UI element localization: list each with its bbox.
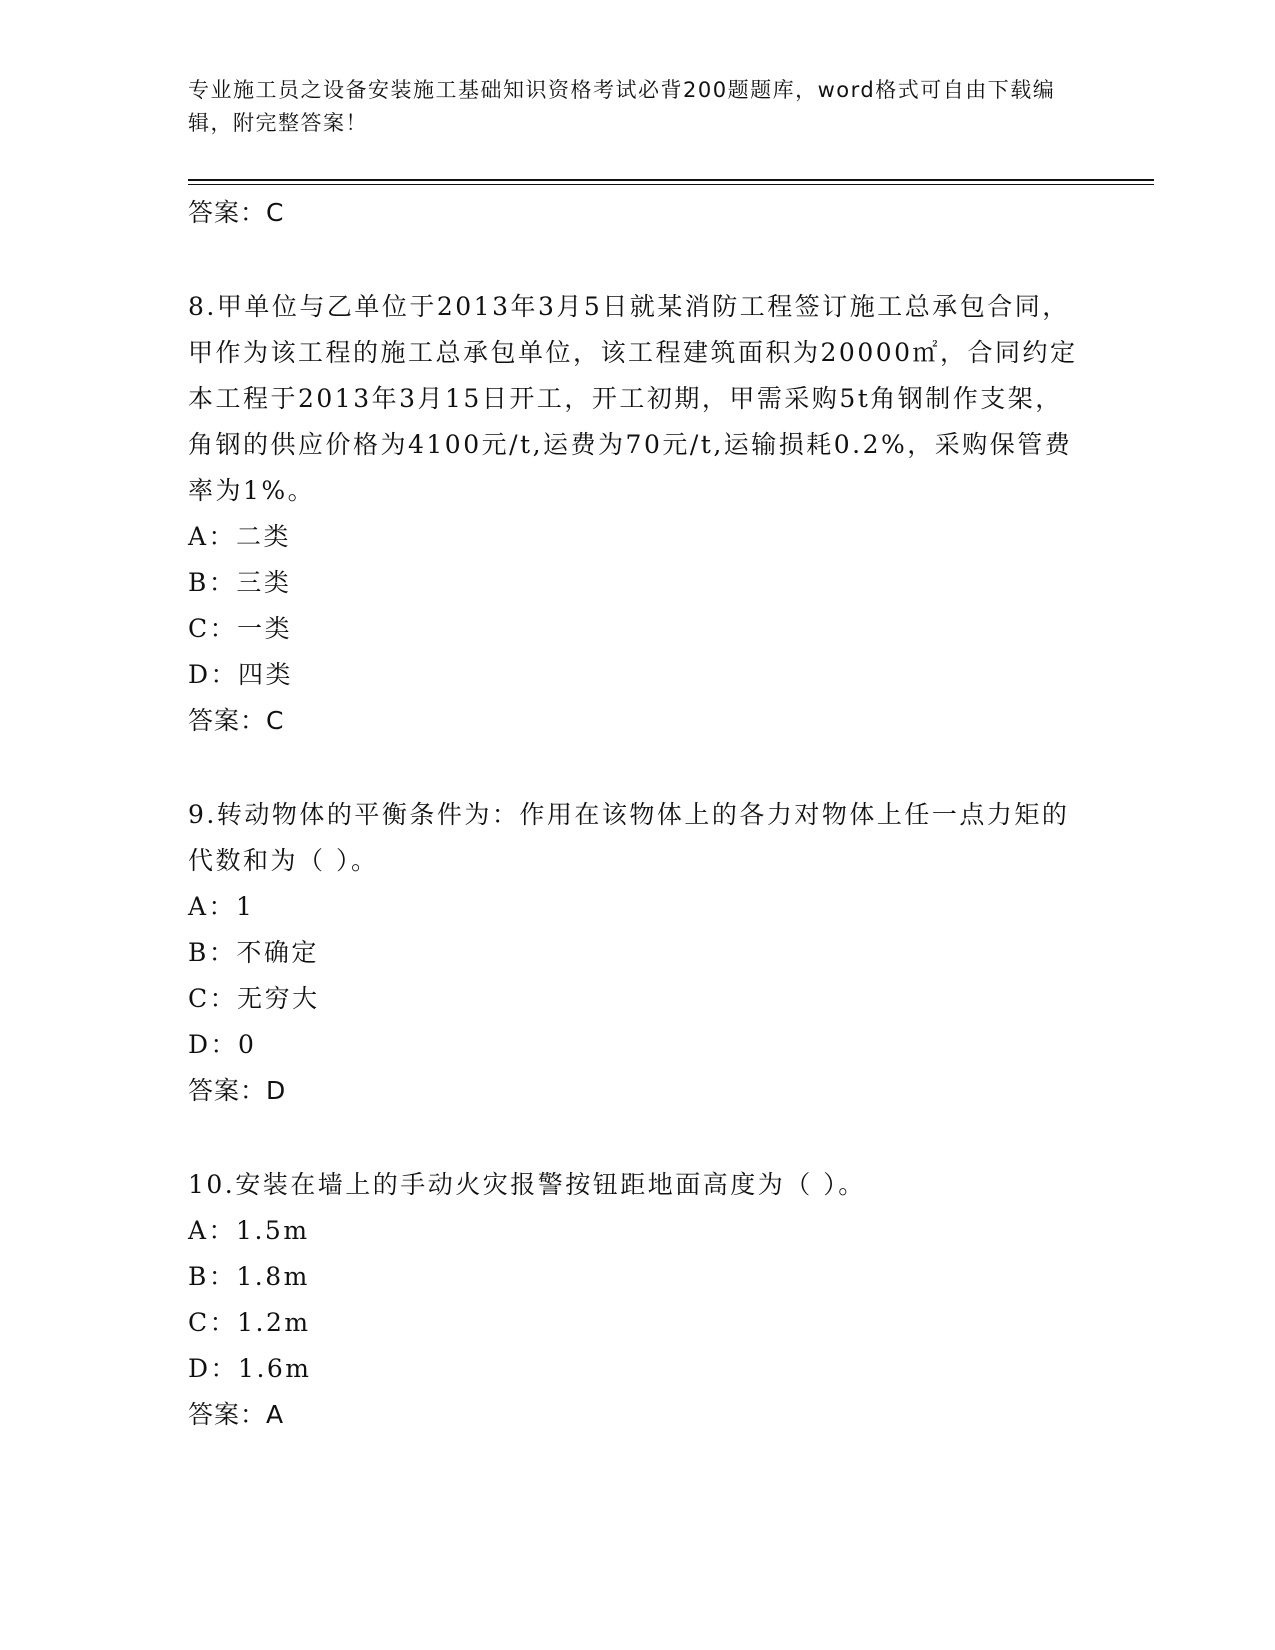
question-8 bbox=[188, 284, 1088, 744]
option-c: C：无穷大 bbox=[188, 984, 320, 1013]
question-9 bbox=[188, 792, 1088, 1114]
option-d: D：四类 bbox=[188, 660, 294, 689]
option-b: B：三类 bbox=[188, 568, 292, 597]
document-header bbox=[188, 74, 1088, 140]
option-a: A：1 bbox=[188, 892, 255, 921]
question-10 bbox=[188, 1162, 1088, 1438]
answer: 答案：D bbox=[188, 1076, 287, 1105]
option-c: C：1.2m bbox=[188, 1308, 311, 1337]
option-b: B：1.8m bbox=[188, 1262, 310, 1291]
header-divider bbox=[188, 179, 1154, 181]
previous-answer: 答案：C bbox=[188, 198, 285, 227]
option-d: D：1.6m bbox=[188, 1354, 312, 1383]
document-body bbox=[188, 190, 1088, 1438]
option-a: A：二类 bbox=[188, 522, 292, 551]
option-d: D：0 bbox=[188, 1030, 257, 1059]
question-text: 8.甲单位与乙单位于2013年3月5日就某消防工程签订施工总承包合同，甲作为该工程的施工总承包单位，该工程建筑面积为20000㎡，合同约定本工程于2013年3月15日开工，开工初期，甲需采购5t角钢制作支架，角钢的供应价格为4100元/t,运费为70元/t,运输损耗0.2%，采购保管费率为1%。 bbox=[188, 292, 1078, 505]
header-title: 专业施工员之设备安装施工基础知识资格考试必背200题题库，word格式可自由下载编辑，附完整答案！ bbox=[188, 78, 1056, 135]
question-text: 9.转动物体的平衡条件为：作用在该物体上的各力对物体上任一点力矩的代数和为（ ）。 bbox=[188, 800, 1070, 875]
answer: 答案：C bbox=[188, 706, 285, 735]
header-divider-thin bbox=[188, 184, 1154, 185]
question-text: 10.安装在墙上的手动火灾报警按钮距地面高度为（ ）。 bbox=[188, 1170, 866, 1199]
option-a: A：1.5m bbox=[188, 1216, 310, 1245]
option-c: C：一类 bbox=[188, 614, 293, 643]
option-b: B：不确定 bbox=[188, 938, 319, 967]
answer: 答案：A bbox=[188, 1400, 285, 1429]
